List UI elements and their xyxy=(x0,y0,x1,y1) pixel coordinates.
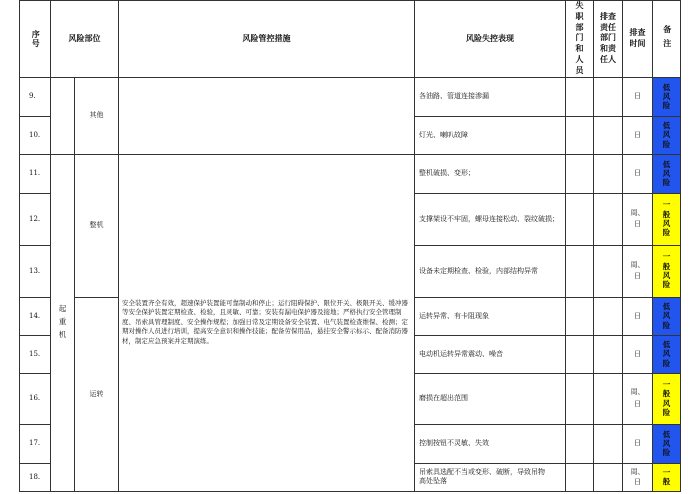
inspector-cell xyxy=(594,297,623,335)
row-number: 14. xyxy=(20,297,51,335)
row-number: 13. xyxy=(20,245,51,297)
inspector-cell xyxy=(594,463,623,491)
inspector-cell xyxy=(594,335,623,373)
measures-blank xyxy=(119,77,415,154)
responsible-cell xyxy=(566,424,594,463)
responsible-cell xyxy=(566,154,594,193)
responsible-cell xyxy=(566,463,594,491)
inspector-cell xyxy=(594,245,623,297)
risk-badge: 一 般 风 险 xyxy=(653,245,681,297)
risk-control-table xyxy=(19,0,681,492)
time-cell: 日 xyxy=(623,77,653,116)
responsible-cell xyxy=(566,373,594,424)
failure-text: 吊索具选配不当或变形、破断，导致吊物高处坠落 xyxy=(415,463,566,491)
inspector-cell xyxy=(594,193,623,245)
header-time: 排查时间 xyxy=(623,1,653,78)
group-operation: 运转 xyxy=(75,297,119,491)
header-seq: 序号 xyxy=(20,1,51,78)
row-number: 17. xyxy=(20,424,51,463)
responsible-cell xyxy=(566,77,594,116)
responsible-cell xyxy=(566,297,594,335)
time-cell: 日 xyxy=(623,116,653,154)
responsible-cell xyxy=(566,335,594,373)
risk-badge: 低 风 险 xyxy=(653,297,681,335)
row-number: 18. xyxy=(20,463,51,491)
header-inspector: 排查责任部门和责任人 xyxy=(594,1,623,78)
risk-badge: 低 风 险 xyxy=(653,335,681,373)
group-other: 其他 xyxy=(75,77,119,154)
inspector-cell xyxy=(594,77,623,116)
row-number: 16. xyxy=(20,373,51,424)
header-location: 风险部位 xyxy=(51,1,119,78)
risk-badge: 一 般 风 险 xyxy=(653,193,681,245)
inspector-cell xyxy=(594,116,623,154)
measures-text: 安全装置齐全有效，超速保护装置能可靠制动和停止；运行阻碍保护、限位开关、极限开关、缓冲器等安全保护装置定期检查、检验，且灵敏、可靠；安装有漏电保护器及接地；严格执行安全管理制度、吊索具管理制度、安全操作规程；加强日常及定期设备安全装置、电气装置检查维保、检测；定期对操作人员进行培训，提高安全意识和操作技能；配备劳保用品，悬挂安全警示标示、配备消防器材，制定应急预案并定期演练。 xyxy=(119,154,415,491)
time-cell: 日 xyxy=(623,424,653,463)
time-cell: 日 xyxy=(623,335,653,373)
row-number: 11. xyxy=(20,154,51,193)
group-blank xyxy=(51,77,75,154)
risk-badge: 一 般 xyxy=(653,463,681,491)
table-row xyxy=(20,154,681,193)
table-row xyxy=(20,77,681,116)
responsible-cell xyxy=(566,245,594,297)
time-cell: 日 xyxy=(623,297,653,335)
header-failure: 风险失控表现 xyxy=(415,1,566,78)
group-crane: 起重机 xyxy=(51,154,75,491)
failure-text: 各油路、管道连接渗漏 xyxy=(415,77,566,116)
inspector-cell xyxy=(594,373,623,424)
risk-badge: 低 风 险 xyxy=(653,77,681,116)
failure-text: 设备未定期检查、检验，内部结构异常 xyxy=(415,245,566,297)
failure-text: 整机破损、变形； xyxy=(415,154,566,193)
failure-text: 控制按钮不灵敏、失效 xyxy=(415,424,566,463)
failure-text: 运转异常、有卡阻现象 xyxy=(415,297,566,335)
row-number: 9. xyxy=(20,77,51,116)
failure-text: 灯光、喇叭故障 xyxy=(415,116,566,154)
header-measures: 风险管控措施 xyxy=(119,1,415,78)
risk-badge: 一 般 风 险 xyxy=(653,373,681,424)
time-cell: 周、日 xyxy=(623,463,653,491)
risk-badge: 低 风 险 xyxy=(653,424,681,463)
time-cell: 周、日 xyxy=(623,373,653,424)
row-number: 15. xyxy=(20,335,51,373)
header-remark: 备注 xyxy=(653,1,681,78)
responsible-cell xyxy=(566,116,594,154)
risk-badge: 低 风 险 xyxy=(653,116,681,154)
failure-text: 电动机运转异常震动、噪音 xyxy=(415,335,566,373)
time-cell: 周、日 xyxy=(623,193,653,245)
row-number: 12. xyxy=(20,193,51,245)
inspector-cell xyxy=(594,424,623,463)
risk-badge: 低 风 险 xyxy=(653,154,681,193)
time-cell: 周、日 xyxy=(623,245,653,297)
header-row xyxy=(20,1,681,78)
row-number: 10. xyxy=(20,116,51,154)
inspector-cell xyxy=(594,154,623,193)
failure-text: 支撑架设不牢固，螺母连接松动、裂纹破损； xyxy=(415,193,566,245)
time-cell: 日 xyxy=(623,154,653,193)
failure-text: 磨损在超出范围 xyxy=(415,373,566,424)
responsible-cell xyxy=(566,193,594,245)
group-whole: 整机 xyxy=(75,154,119,297)
header-responsible: 失职部门和人员 xyxy=(566,1,594,78)
